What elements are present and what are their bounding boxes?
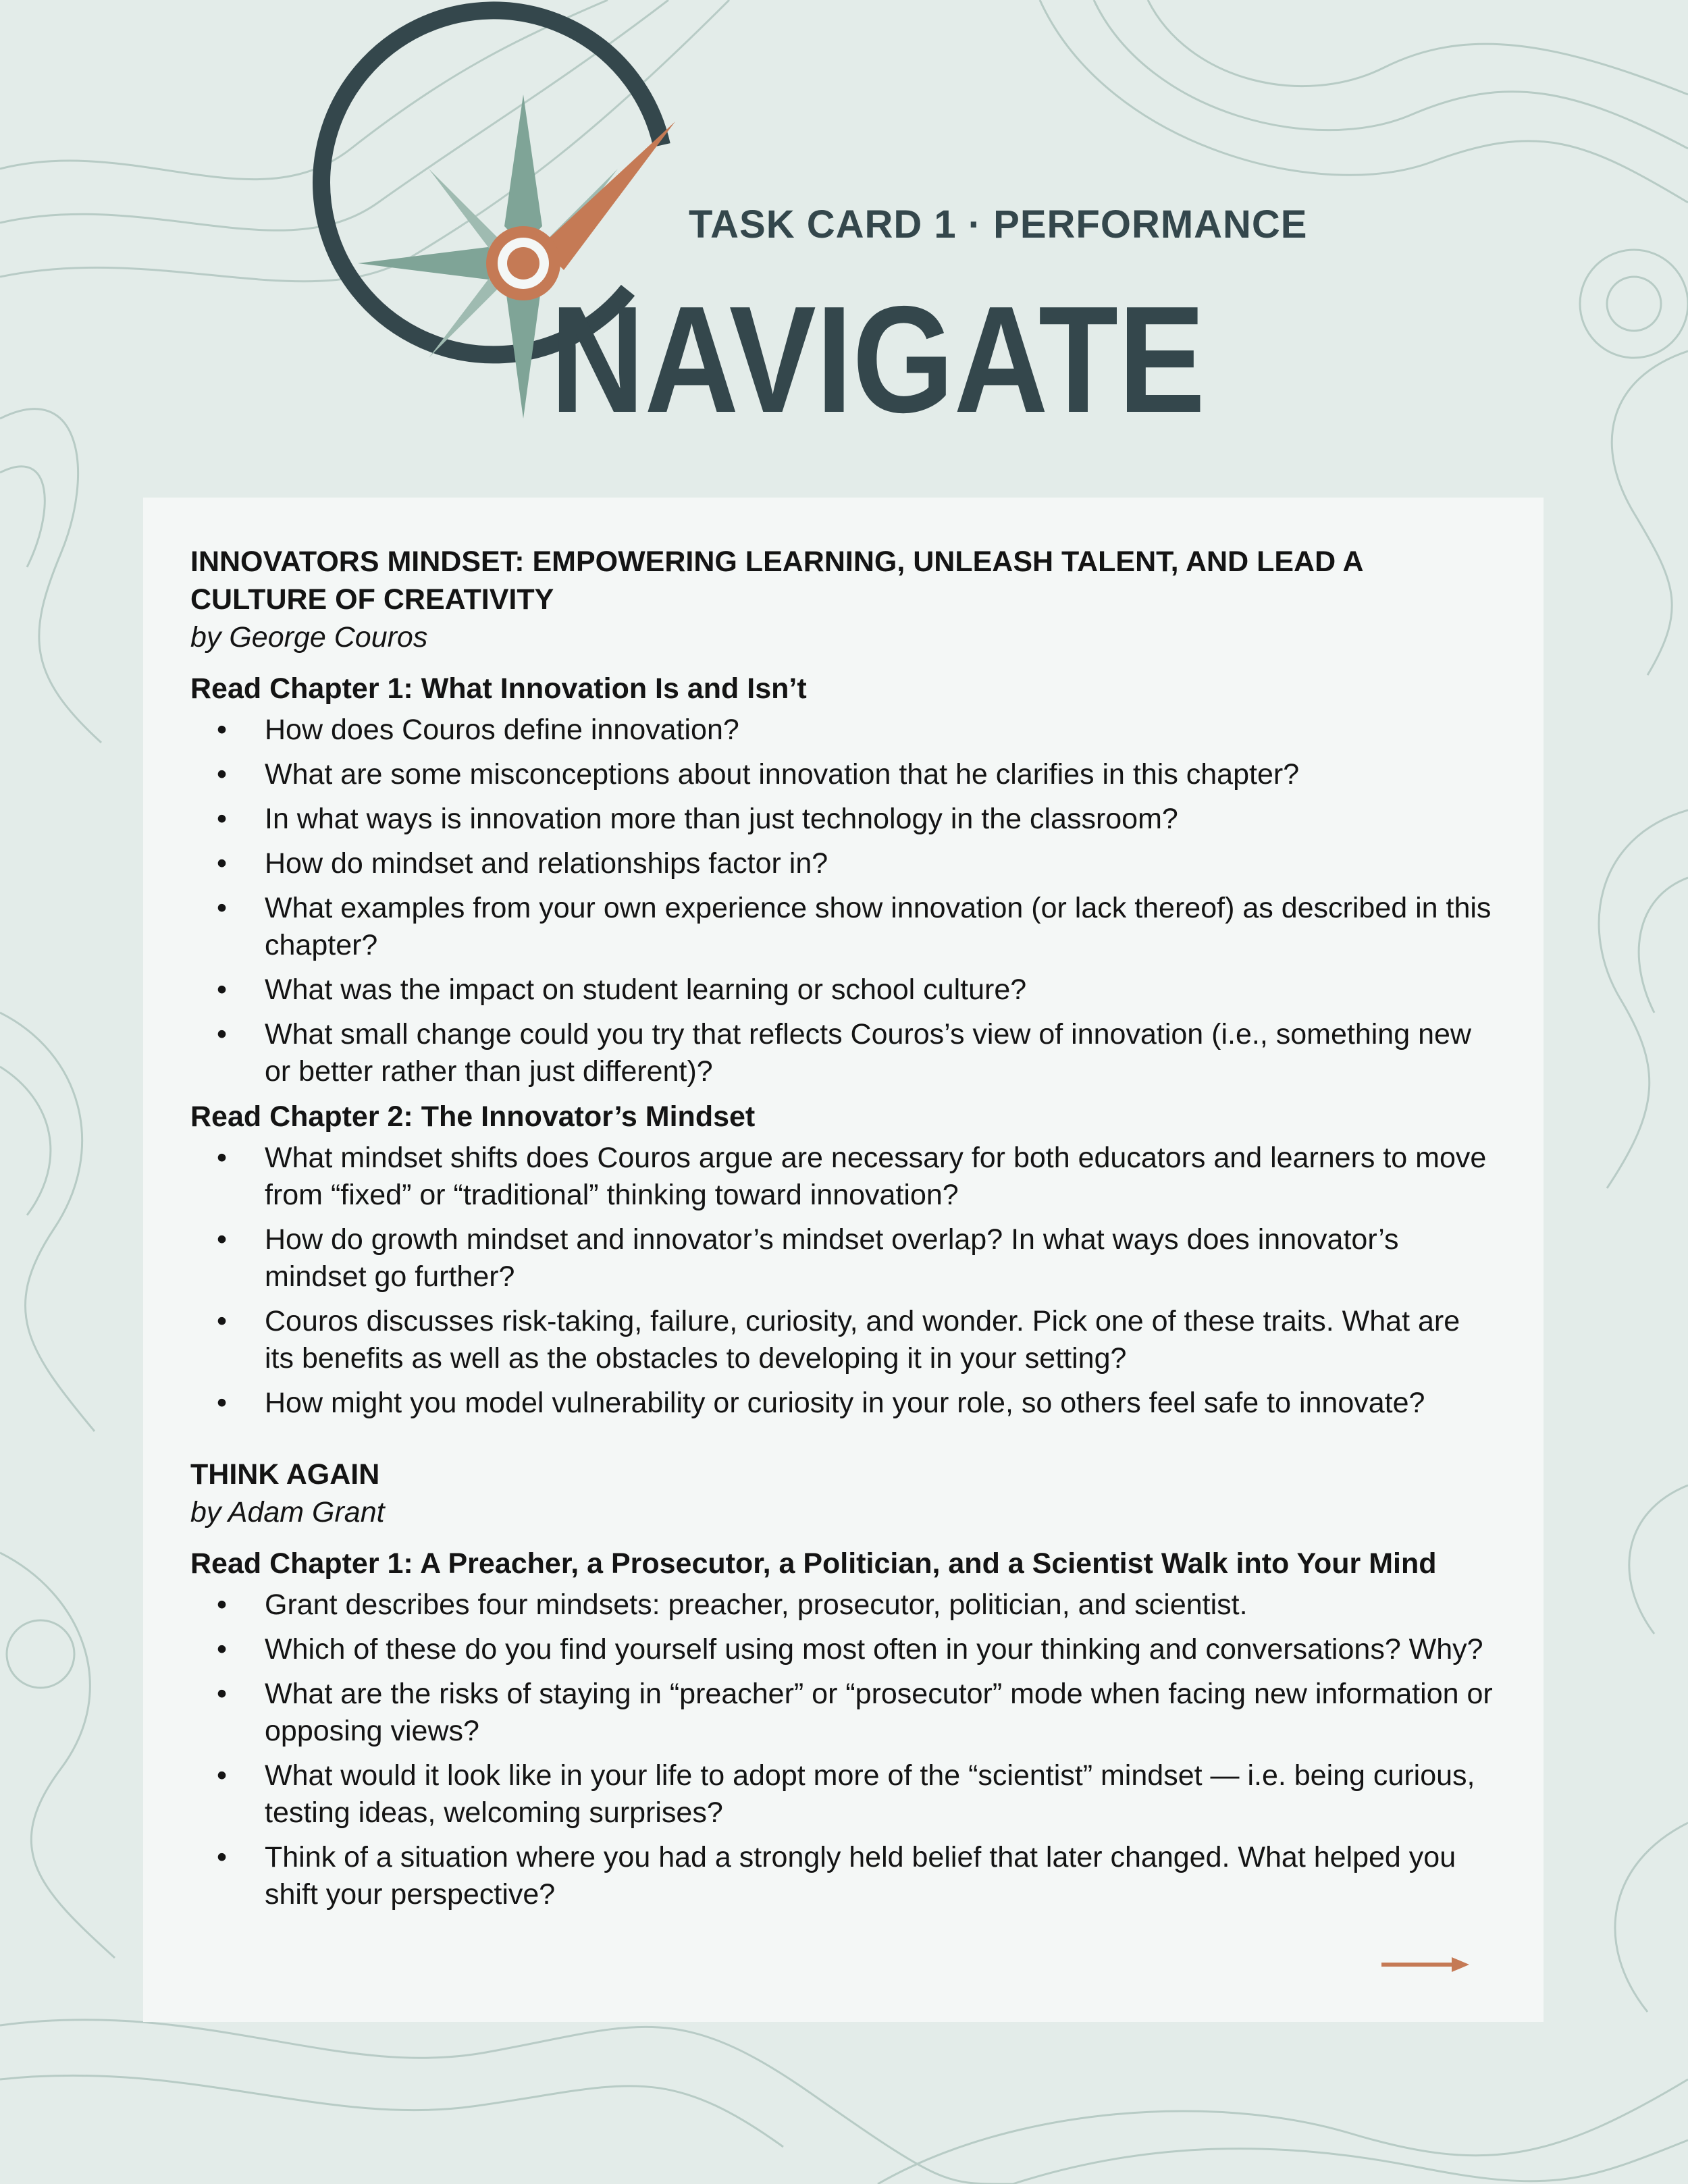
question-item — [190, 890, 1503, 964]
question-item — [190, 1757, 1503, 1832]
subtitle: TASK CARD 1 · PERFORMANCE — [689, 203, 1308, 246]
question-item — [190, 1016, 1503, 1090]
question-item — [190, 1303, 1503, 1377]
bullet-icon: • — [217, 1305, 228, 1337]
header-logo — [0, 0, 1688, 473]
question-text: How does Couros define innovation? — [265, 714, 739, 746]
bullet-icon: • — [217, 803, 228, 835]
question-text: What was the impact on student learning or school culture? — [265, 974, 1027, 1006]
bullet-icon: • — [217, 1589, 228, 1621]
book-title: INNOVATORS MINDSET: EMPOWERING LEARNING, UNLEASH TALENT, AND LEAD A CULTURE OF CREATIVITY — [190, 545, 1363, 616]
book-section — [190, 543, 1503, 1422]
question-text: Which of these do you find yourself using most often in your thinking and conversations? Why? — [265, 1633, 1483, 1666]
bullet-icon: • — [217, 847, 228, 880]
question-text: What small change could you try that reflects Couros’s view of innovation (i.e., something new or better rather than just different)? — [265, 1018, 1471, 1088]
question-item — [190, 1385, 1503, 1422]
bullet-icon: • — [217, 1633, 228, 1666]
bullet-icon: • — [217, 1142, 228, 1174]
chapter-section — [190, 1098, 1503, 1422]
chapter-title: Read Chapter 2: The Innovator’s Mindset — [190, 1100, 756, 1133]
question-list — [190, 1587, 1503, 1913]
question-item — [190, 756, 1503, 793]
arrow-right-icon[interactable] — [1381, 1954, 1469, 1975]
bullet-icon: • — [217, 1678, 228, 1710]
question-item — [190, 801, 1503, 838]
book-author: by George Couros — [190, 621, 428, 654]
question-item — [190, 1140, 1503, 1214]
bullet-icon: • — [217, 758, 228, 791]
bullet-icon: • — [217, 892, 228, 924]
question-text: Couros discusses risk-taking, failure, curiosity, and wonder. Pick one of these traits. What are its benefits as well as the obstacles to developing it in your setting? — [265, 1305, 1460, 1375]
question-text: What examples from your own experience show innovation (or lack thereof) as described in this chapter? — [265, 892, 1492, 961]
question-list — [190, 712, 1503, 1090]
bullet-icon: • — [217, 1841, 228, 1873]
content-panel — [143, 498, 1544, 2022]
question-item — [190, 1631, 1503, 1668]
question-text: What would it look like in your life to adopt more of the “scientist” mindset — i.e. being curious, testing ideas, welcoming surprises? — [265, 1759, 1475, 1829]
bullet-icon: • — [217, 1387, 228, 1419]
question-text: What are some misconceptions about innovation that he clarifies in this chapter? — [265, 758, 1300, 791]
book-section — [190, 1456, 1503, 1913]
question-item — [190, 1839, 1503, 1913]
bullet-icon: • — [217, 1018, 228, 1050]
bullet-icon: • — [217, 714, 228, 746]
question-item — [190, 712, 1503, 749]
chapter-title: Read Chapter 1: A Preacher, a Prosecutor, a Politician, and a Scientist Walk into Your Mind — [190, 1547, 1437, 1580]
question-text: Grant describes four mindsets: preacher, prosecutor, politician, and scientist. — [265, 1589, 1248, 1621]
question-item — [190, 845, 1503, 882]
book-author: by Adam Grant — [190, 1496, 385, 1528]
question-text: In what ways is innovation more than just technology in the classroom? — [265, 803, 1178, 835]
chapter-section — [190, 670, 1503, 1090]
question-item — [190, 1221, 1503, 1296]
question-item — [190, 971, 1503, 1009]
bullet-icon: • — [217, 1223, 228, 1256]
page-title: NAVIGATE — [550, 274, 1205, 444]
chapter-title: Read Chapter 1: What Innovation Is and Isn’t — [190, 672, 807, 705]
question-item — [190, 1587, 1503, 1624]
question-text: What are the risks of staying in “preacher” or “prosecutor” mode when facing new information or opposing views? — [265, 1678, 1493, 1747]
question-text: How might you model vulnerability or curiosity in your role, so others feel safe to innovate? — [265, 1387, 1425, 1419]
question-text: What mindset shifts does Couros argue are necessary for both educators and learners to move from “fixed” or “traditional” thinking toward innovation? — [265, 1142, 1487, 1211]
question-list — [190, 1140, 1503, 1422]
bullet-icon: • — [217, 1759, 228, 1792]
question-text: How do growth mindset and innovator’s mindset overlap? In what ways does innovator’s mindset go further? — [265, 1223, 1399, 1293]
question-item — [190, 1676, 1503, 1750]
bullet-icon: • — [217, 974, 228, 1006]
question-text: Think of a situation where you had a strongly held belief that later changed. What helped you shift your perspective? — [265, 1841, 1456, 1911]
chapter-section — [190, 1545, 1503, 1913]
book-title: THINK AGAIN — [190, 1458, 380, 1491]
question-text: How do mindset and relationships factor in? — [265, 847, 828, 880]
